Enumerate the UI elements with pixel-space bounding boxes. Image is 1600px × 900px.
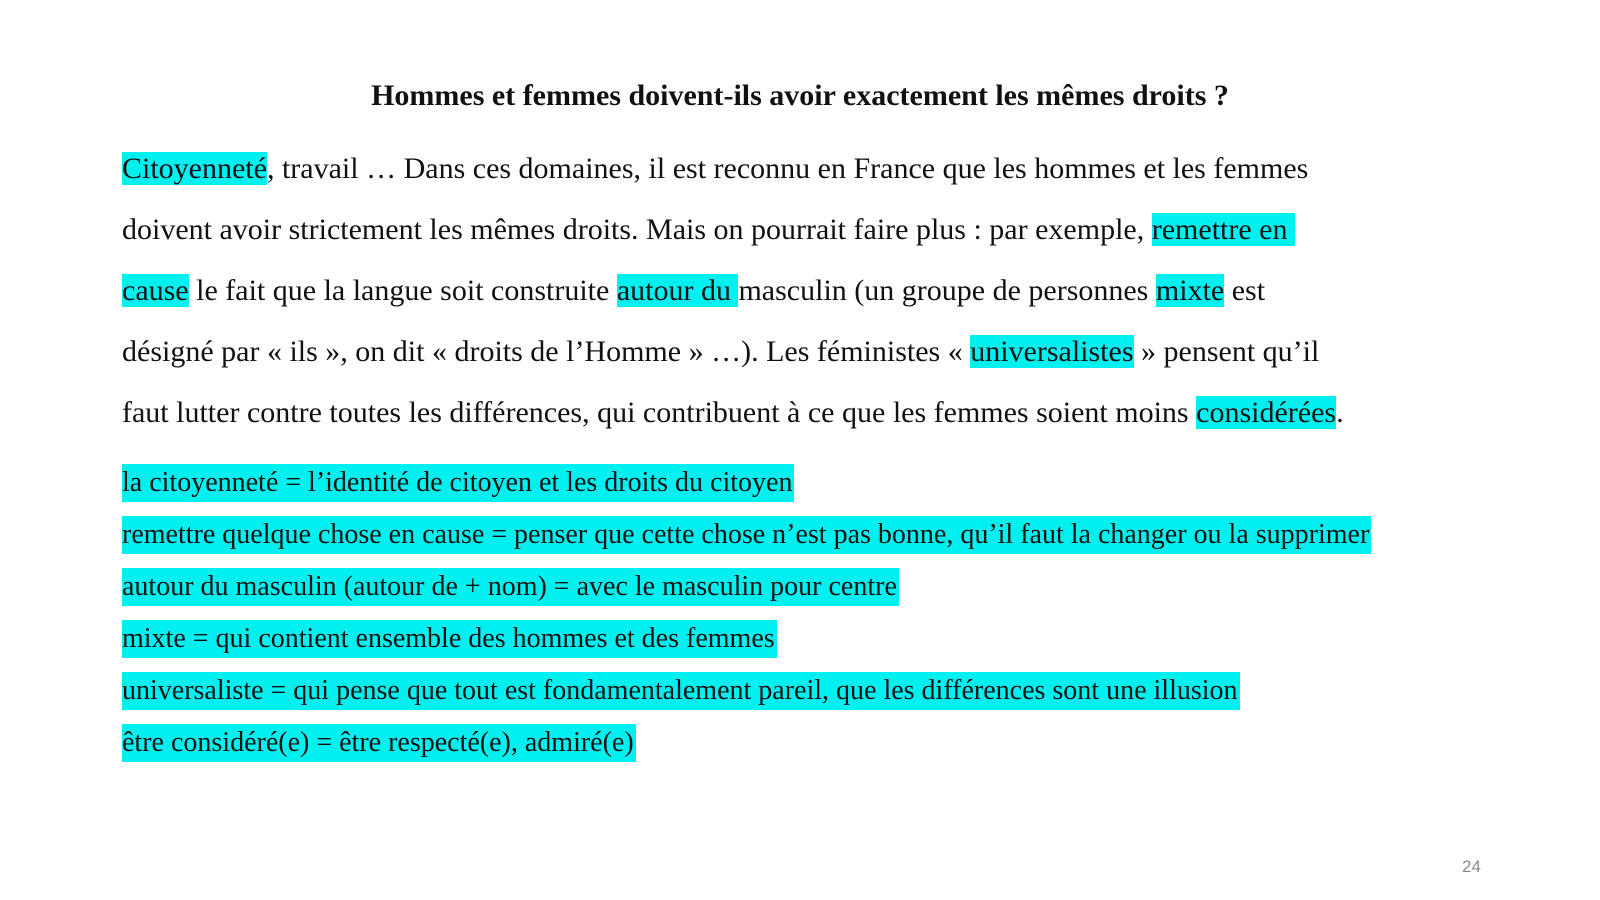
- glossary-item-remettre-en-cause: remettre quelque chose en cause = penser que cette chose n’est pas bonne, qu’il faut la changer ou la supprimer: [122, 516, 1371, 554]
- paragraph-line-3: [122, 260, 1492, 321]
- paragraph-line-5: [122, 382, 1492, 443]
- highlight-autour-du: autour du: [616, 274, 739, 307]
- paragraph-line-2: [122, 199, 1492, 260]
- paragraph-text: est: [1224, 274, 1266, 307]
- glossary-item-citoyennete: la citoyenneté = l’identité de citoyen et les droits du citoyen: [122, 464, 794, 502]
- highlight-universalistes: universalistes: [970, 335, 1134, 368]
- paragraph-text: le fait que la langue soit construite: [188, 274, 617, 307]
- highlight-considerees: considérées: [1196, 396, 1337, 429]
- paragraph-line-1: [122, 138, 1492, 199]
- glossary-item-mixte: mixte = qui contient ensemble des hommes et des femmes: [122, 620, 777, 658]
- highlight-cause: cause: [122, 274, 189, 307]
- highlight-mixte: mixte: [1155, 274, 1225, 307]
- paragraph-text: désigné par « ils », on dit « droits de l’Homme » …). Les féministes «: [122, 335, 971, 368]
- paragraph-line-4: [122, 321, 1492, 382]
- glossary-list: [122, 464, 1371, 776]
- paragraph-text: faut lutter contre toutes les différences, qui contribuent à ce que les femmes soient moins: [122, 396, 1197, 429]
- slide-title: Hommes et femmes doivent-ils avoir exactement les mêmes droits ?: [371, 79, 1229, 112]
- highlight-remettre-en: remettre en: [1151, 213, 1295, 246]
- paragraph-text: masculin (un groupe de personnes: [738, 274, 1156, 307]
- glossary-item-universaliste: universaliste = qui pense que tout est fondamentalement pareil, que les différences sont une illusion: [122, 672, 1240, 710]
- main-paragraph: [122, 138, 1492, 443]
- highlight-citoyennete: Citoyenneté: [122, 152, 267, 185]
- glossary-item-etre-considere: être considéré(e) = être respecté(e), admiré(e): [122, 724, 636, 762]
- page-number: 24: [1462, 857, 1481, 876]
- paragraph-text: , travail … Dans ces domaines, il est reconnu en France que les hommes et les femmes: [266, 152, 1309, 185]
- glossary-item-autour-du-masculin: autour du masculin (autour de + nom) = avec le masculin pour centre: [122, 568, 899, 606]
- paragraph-text: .: [1336, 396, 1344, 429]
- paragraph-text: doivent avoir strictement les mêmes droits. Mais on pourrait faire plus : par exemple,: [122, 213, 1152, 246]
- paragraph-text: » pensent qu’il: [1133, 335, 1320, 368]
